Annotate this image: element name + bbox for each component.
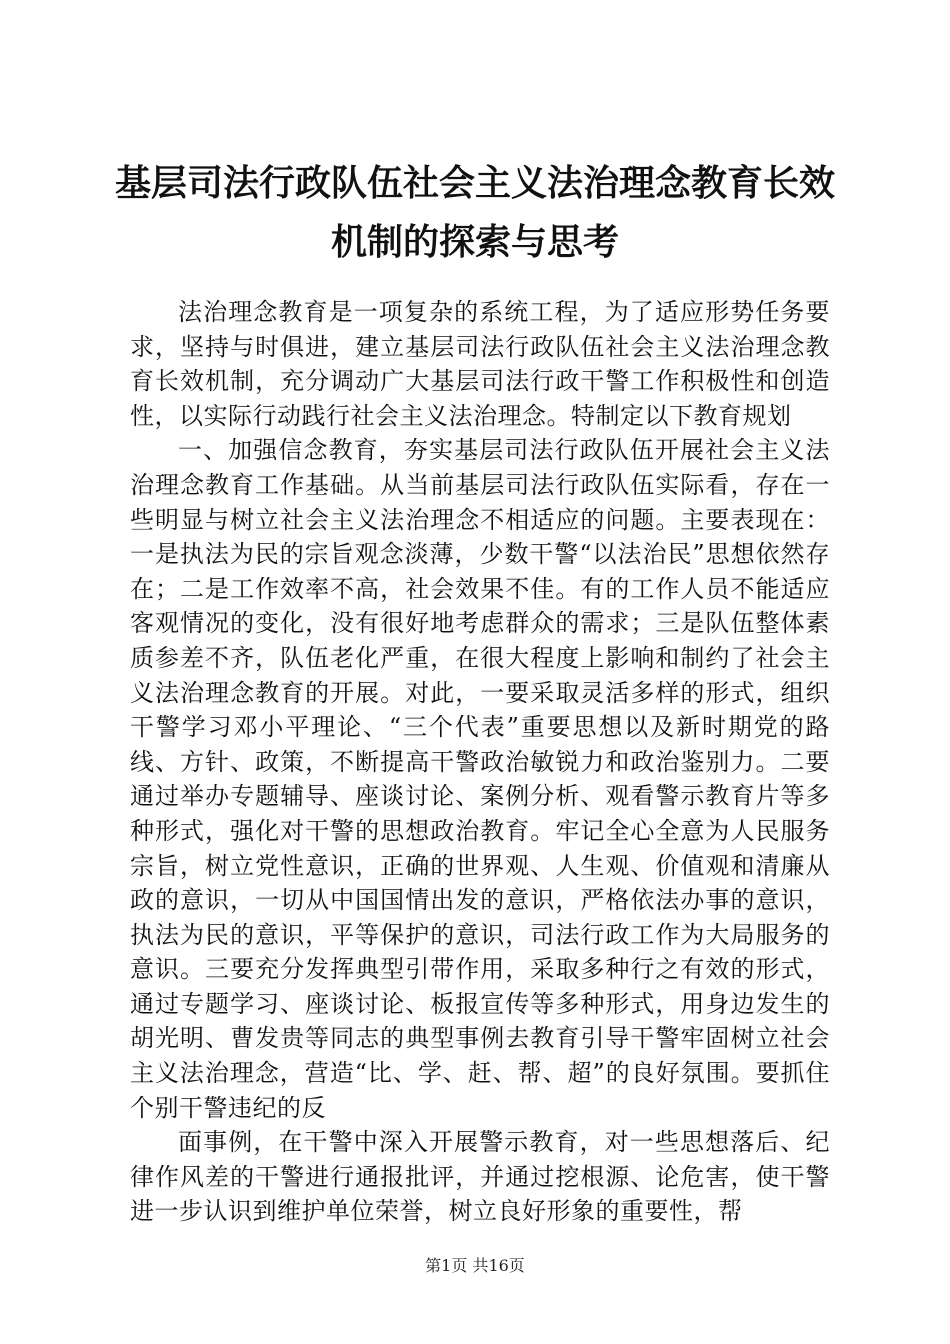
document-title-line-1: 基层司法行政队伍社会主义法治理念教育长效 [114, 163, 835, 204]
paragraph-continuation: 面事例，在干警中深入开展警示教育，对一些思想落后、纪律作风差的干警进行通报批评，并通过挖根源、论危害，使干警进一步认识到维护单位荣誉，树立良好形象的重要性，帮 [130, 1128, 830, 1226]
document-title-line-2: 机制的探索与思考 [330, 222, 619, 263]
paragraph-section-1: 一、加强信念教育，夯实基层司法行政队伍开展社会主义法治理念教育工作基础。从当前基层司法行政队伍实际看，存在一些明显与树立社会主义法治理念不相适应的问题。主要表现在：一是执法为民的宗旨观念淡薄，少数干警“以法治民”思想依然存在；二是工作效率不高，社会效果不佳。有的工作人员不能适应客观情况的变化，没有很好地考虑群众的需求；三是队伍整体素质参差不齐，队伍老化严重，在很大程度上影响和制约了社会主义法治理念教育的开展。对此，一要采取灵活多样的形式，组织干警学习邓小平理论、“三个代表”重要思想以及新时期党的路线、方针、政策，不断提高干警政治敏锐力和政治鉴别力。二要通过举办专题辅导、座谈讨论、案例分析、观看警示教育片等多种形式，强化对干警的思想政治教育。牢记全心全意为人民服务宗旨，树立党性意识，正确的世界观、人生观、价值观和清廉从政的意识，一切从中国国情出发的意识，严格依法办事的意识，执法为民的意识，平等保护的意识，司法行政工作为大局服务的意识。三要充分发挥典型引带作用，采取多种行之有效的形式，通过专题学习、座谈讨论、板报宣传等多种形式，用身边发生的胡光明、曹发贵等同志的典型事例去教育引导干警牢固树立社会主义法治理念，营造“比、学、赶、帮、超”的良好氛围。要抓住个别干警违纪的反 [130, 436, 830, 1122]
paragraph-intro: 法治理念教育是一项复杂的系统工程，为了适应形势任务要求，坚持与时俱进，建立基层司法行政队伍社会主义法治理念教育长效机制，充分调动广大基层司法行政干警工作积极性和创造性，以实际行动践行社会主义法治理念。特制定以下教育规划 [130, 298, 830, 430]
document-body [130, 295, 830, 1229]
page-number-footer: 第1页 共16页 [425, 1256, 525, 1275]
